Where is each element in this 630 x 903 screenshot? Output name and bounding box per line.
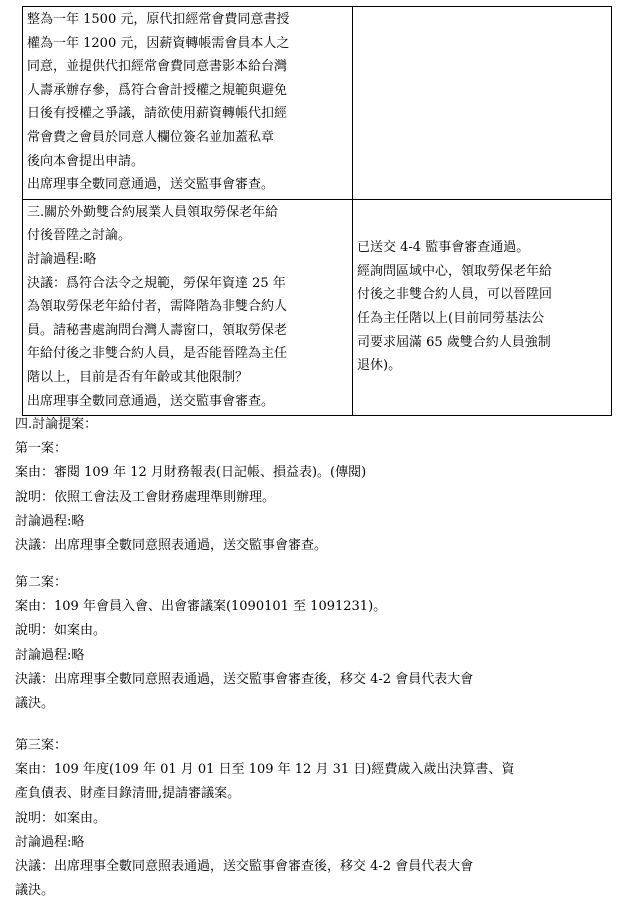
follow-up-cell [353,199,612,415]
text-line: 階以上，目前是否有年齡或其他限制？ [27,369,249,385]
text-line: 任為主任階以上(目前同勞基法公 [357,310,545,326]
case-title: 第二案： [15,575,68,590]
case-three [15,734,620,903]
text-line: 付後晉陞之討論。 [27,228,132,244]
text-line: 經詢問區域中心，領取勞保老年給 [357,263,553,279]
text-line: 付後之非雙合約人員，可以晉陞回 [357,287,553,303]
text-line: 議決。 [15,696,55,712]
text-line: 決議：出席理事全數同意照表通過，送交監事會審查。 [15,538,328,554]
text-line: 常會費之會員於同意人欄位簽名並加蓋私章 [27,129,275,145]
case-title: 第三案： [15,738,68,753]
text-line: 權為一年 1200 元，因薪資轉帳需會員本人之 [27,35,290,51]
discussion-section [15,413,620,558]
text-line: 案由：109 年會員入會、出會審議案(1090101 至 1091231)。 [15,599,387,615]
text-line: 已送交 4-4 監事會審查通過。 [357,240,530,256]
text-line: 為領取勞保老年給付者，需降階為非雙合約人 [27,299,288,315]
text-line: 決議：出席理事全數同意照表通過，送交監事會審查後，移交 4-2 會員代表大會 [15,671,474,687]
text-line: 說明：依照工會法及工會財務處理準則辦理。 [15,489,276,505]
resolution-cell [23,199,353,415]
text-line: 討論過程:略 [15,513,85,529]
text-line: 討論過程:略 [15,834,85,850]
table-row [23,7,612,200]
text-line: 議決。 [15,883,55,899]
text-line: 出席理事全數同意通過，送交監事會審查。 [27,177,275,193]
text-line: 決議：爲符合法令之規範，勞保年資達 25 年 [27,275,286,291]
minutes-table [22,6,612,416]
case-two [15,571,620,716]
text-line: 討論過程:略 [27,251,97,267]
text-line: 案由：審閱 109 年 12 月財務報表(日記帳、損益表)。(傳閱) [15,465,367,481]
follow-up-cell [353,7,612,200]
text-line: 司要求屆滿 65 歲雙合約人員強制 [357,334,551,350]
text-line: 年給付後之非雙合約人員，是否能晉陞為主任 [27,346,288,362]
text-line: 人壽承辦存參，爲符合會計授權之規範與避免 [27,82,288,98]
text-line: 說明：如案由。 [15,623,107,639]
table-row [23,199,612,415]
text-line: 決議：出席理事全數同意照表通過，送交監事會審查後，移交 4-2 會員代表大會 [15,859,474,875]
resolution-cell [23,7,353,200]
text-line: 討論過程:略 [15,647,85,663]
text-line: 整為一年 1500 元，原代扣經常會費同意書授 [27,12,290,27]
case-title: 第一案： [15,441,68,457]
text-line: 日後有授權之爭議，請欲使用薪資轉帳代扣經 [27,106,288,122]
text-line: 出席理事全數同意通過，送交監事會審查。 [27,393,275,409]
section-heading: 四.討論提案： [15,417,98,432]
text-line: 三.關於外勤雙合約展業人員領取勞保老年給 [27,204,279,220]
text-line: 後向本會提出申請。 [27,153,145,169]
text-line: 說明：如案由。 [15,810,107,826]
text-line: 退休)。 [357,358,402,374]
text-line: 員。請秘書處詢問台灣人壽窗口，領取勞保老 [27,322,288,338]
text-line: 案由：109 年度(109 年 01 月 01 日至 109 年 12 月 31 日)經費歲入歲出決算書、資 [15,762,515,778]
text-line: 產負債表、財產目錄清冊,提請審議案。 [15,786,241,802]
text-line: 同意，並提供代扣經常會費同意書影本給台灣 [27,59,288,75]
